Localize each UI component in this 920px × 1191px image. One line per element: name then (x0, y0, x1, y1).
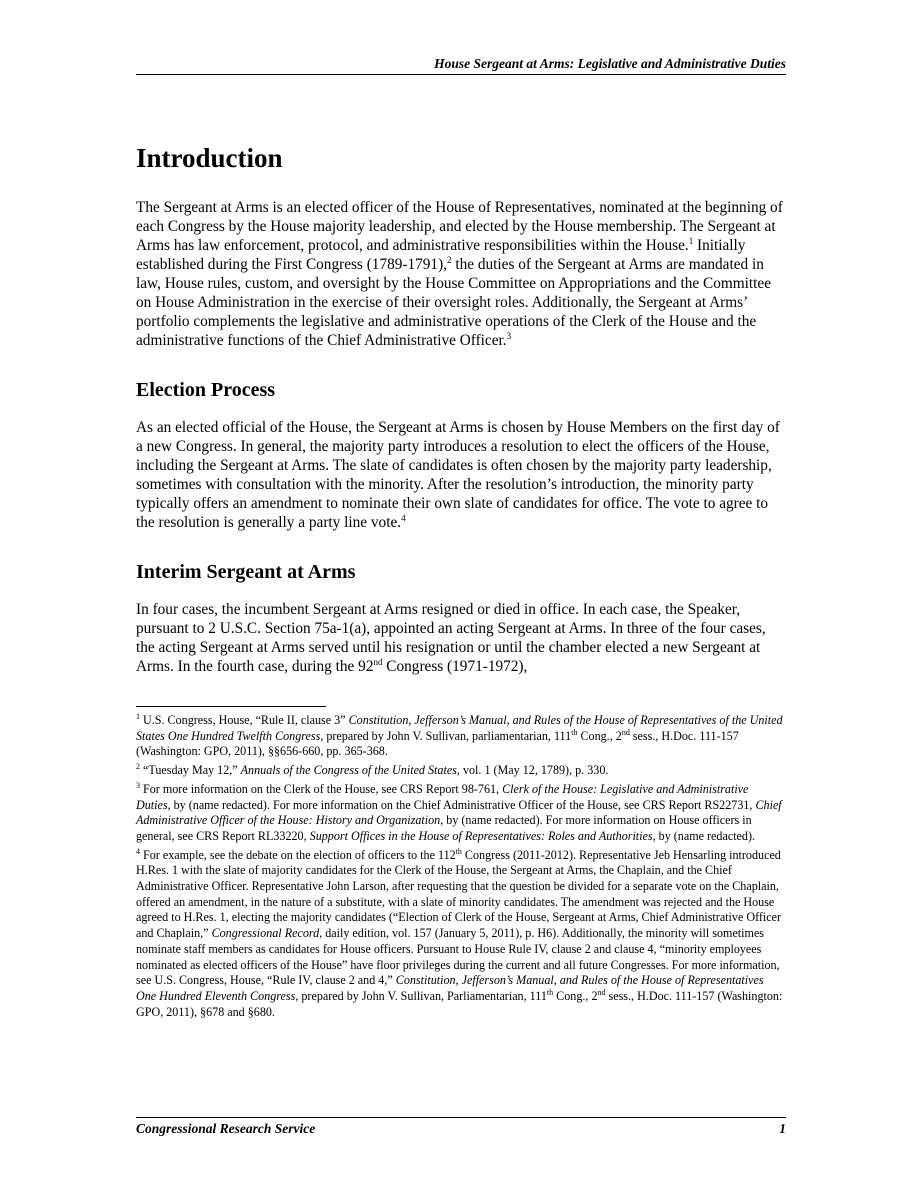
introduction-paragraph: The Sergeant at Arms is an elected officer of the House of Representatives, nominated at the beginning of each Congress by the House majority leadership, and elected by the House membership. The Sergeant at Arms has law enforcement, protocol, and administrative responsibilities within the House.$^1$ Initially established during the First Congress (1789-1791),$^2$ the duties of the Sergeant at Arms are mandated in law, House rules, custom, and oversight by the House Committee on Appropriations and the Committee on House Administration in the exercise of their oversight roles. Additionally, the Sergeant at Arms’ portfolio complements the legislative and administrative operations of the Clerk of the House and the administrative functions of the Chief Administrative Officer.$^3$ (136, 199, 783, 349)
heading-election-process: Election Process (136, 379, 276, 401)
footnote-ref-1[interactable]: 1 (688, 235, 694, 246)
footnote-separator (136, 706, 326, 707)
footer-rule (136, 1117, 786, 1118)
footnote-4: $^4$ For example, see the debate on the election of officers to the 112th Congress (2011-2012). Representative Jeb Hensarling introduced H.Res. 1 with the slate of majority candidates for the Clerk of the House, the Sergeant at Arms, the Chaplain, and the Chief Administrative Officer. Representative John Larson, after requesting that the question be divided for a separate vote on the Chaplain, offered an amendment, in the nature of a substitute, with a slate of minority candidates. The amendment was rejected and the House agreed to H.Res. 1, electing the majority candidates (“Election of Clerk of the House, Sergeant at Arms, Chief Administrative Officer and Chaplain,” Congressional Record, daily edition, vol. 157 (January 5, 2011), p. H6). Additionally, the minority will sometimes nominate staff members as candidates for House officers. Pursuant to House Rule IV, clause 2 and clause 4, “minority employees nominated as elected officers of the House” have floor privileges during the current and all future Congresses. For more information, see U.S. Congress, House, “Rule IV, clause 2 and 4,” Constitution, Jefferson’s Manual, and Rules of the House of Representatives One Hundred Eleventh Congress, prepared by John V. Sullivan, Parliamentarian, 111th Cong., 2nd sess., H.Doc. 111-157 (Washington: GPO, 2011), §678 and §680. (136, 846, 783, 1019)
election-process-paragraph: As an elected official of the House, the Sergeant at Arms is chosen by House Members on the first day of a new Congress. In general, the majority party introduces a resolution to elect the officers of the House, including the Sergeant at Arms. The slate of candidates is often chosen by the majority party leadership, sometimes with consultation with the minority. After the resolution’s introduction, the minority party typically offers an amendment to nominate their own slate of candidates for office. The vote to agree to the resolution is generally a party line vote.$^4$ (136, 419, 780, 531)
footer-publisher: Congressional Research Service (136, 1121, 316, 1136)
footnotes (136, 713, 786, 1023)
footnote-1: $^1$ U.S. Congress, House, “Rule II, clause 3” Constitution, Jefferson’s Manual, and Rules of the House of Representatives of the United States One Hundred Twelfth Congress, prepared by John V. Sullivan, parliamentarian, 111th Cong., 2nd sess., H.Doc. 111-157 (Washington: GPO, 2011), §§656-660, pp. 365-368. (136, 711, 783, 759)
footnote-ref-4[interactable]: 4 (401, 512, 406, 523)
heading-introduction: Introduction (136, 143, 283, 173)
interim-paragraph: In four cases, the incumbent Sergeant at Arms resigned or died in office. In each case, the Speaker, pursuant to 2 U.S.C. Section 75a-1(a), appointed an acting Sergeant at Arms. In three of the four cases, the acting Sergeant at Arms served until his resignation or until the chamber elected a new Sergeant at Arms. In the fourth case, during the 92nd Congress (1971-1972), (136, 601, 766, 675)
footnote-ref-2[interactable]: 2 (447, 254, 452, 265)
footnote-ref-3[interactable]: 3 (506, 330, 512, 341)
footnote-2: $^2$ “Tuesday May 12,” Annuals of the Congress of the United States, vol. 1 (May 12, 1789), p. 330. (136, 762, 609, 778)
running-header: House Sergeant at Arms: Legislative and Administrative Duties (434, 56, 786, 71)
page-number: 1 (779, 1121, 786, 1136)
heading-interim-sergeant-at-arms: Interim Sergeant at Arms (136, 561, 356, 583)
header-rule (136, 74, 786, 75)
main-content (136, 140, 786, 676)
footnote-3: $^3$ For more information on the Clerk of the House, see CRS Report 98-761, Clerk of the House: Legislative and Administrative Duties, by (name redacted). For more information on the Chief Administrative Officer of the House, see CRS Report RS22731, Chief Administrative Officer of the House: History and Organization, by (name redacted). For more information on House officers in general, see CRS Report RL33220, Support Offices in the House of Representatives: Roles and Authorities, by (name redacted). (136, 780, 782, 843)
